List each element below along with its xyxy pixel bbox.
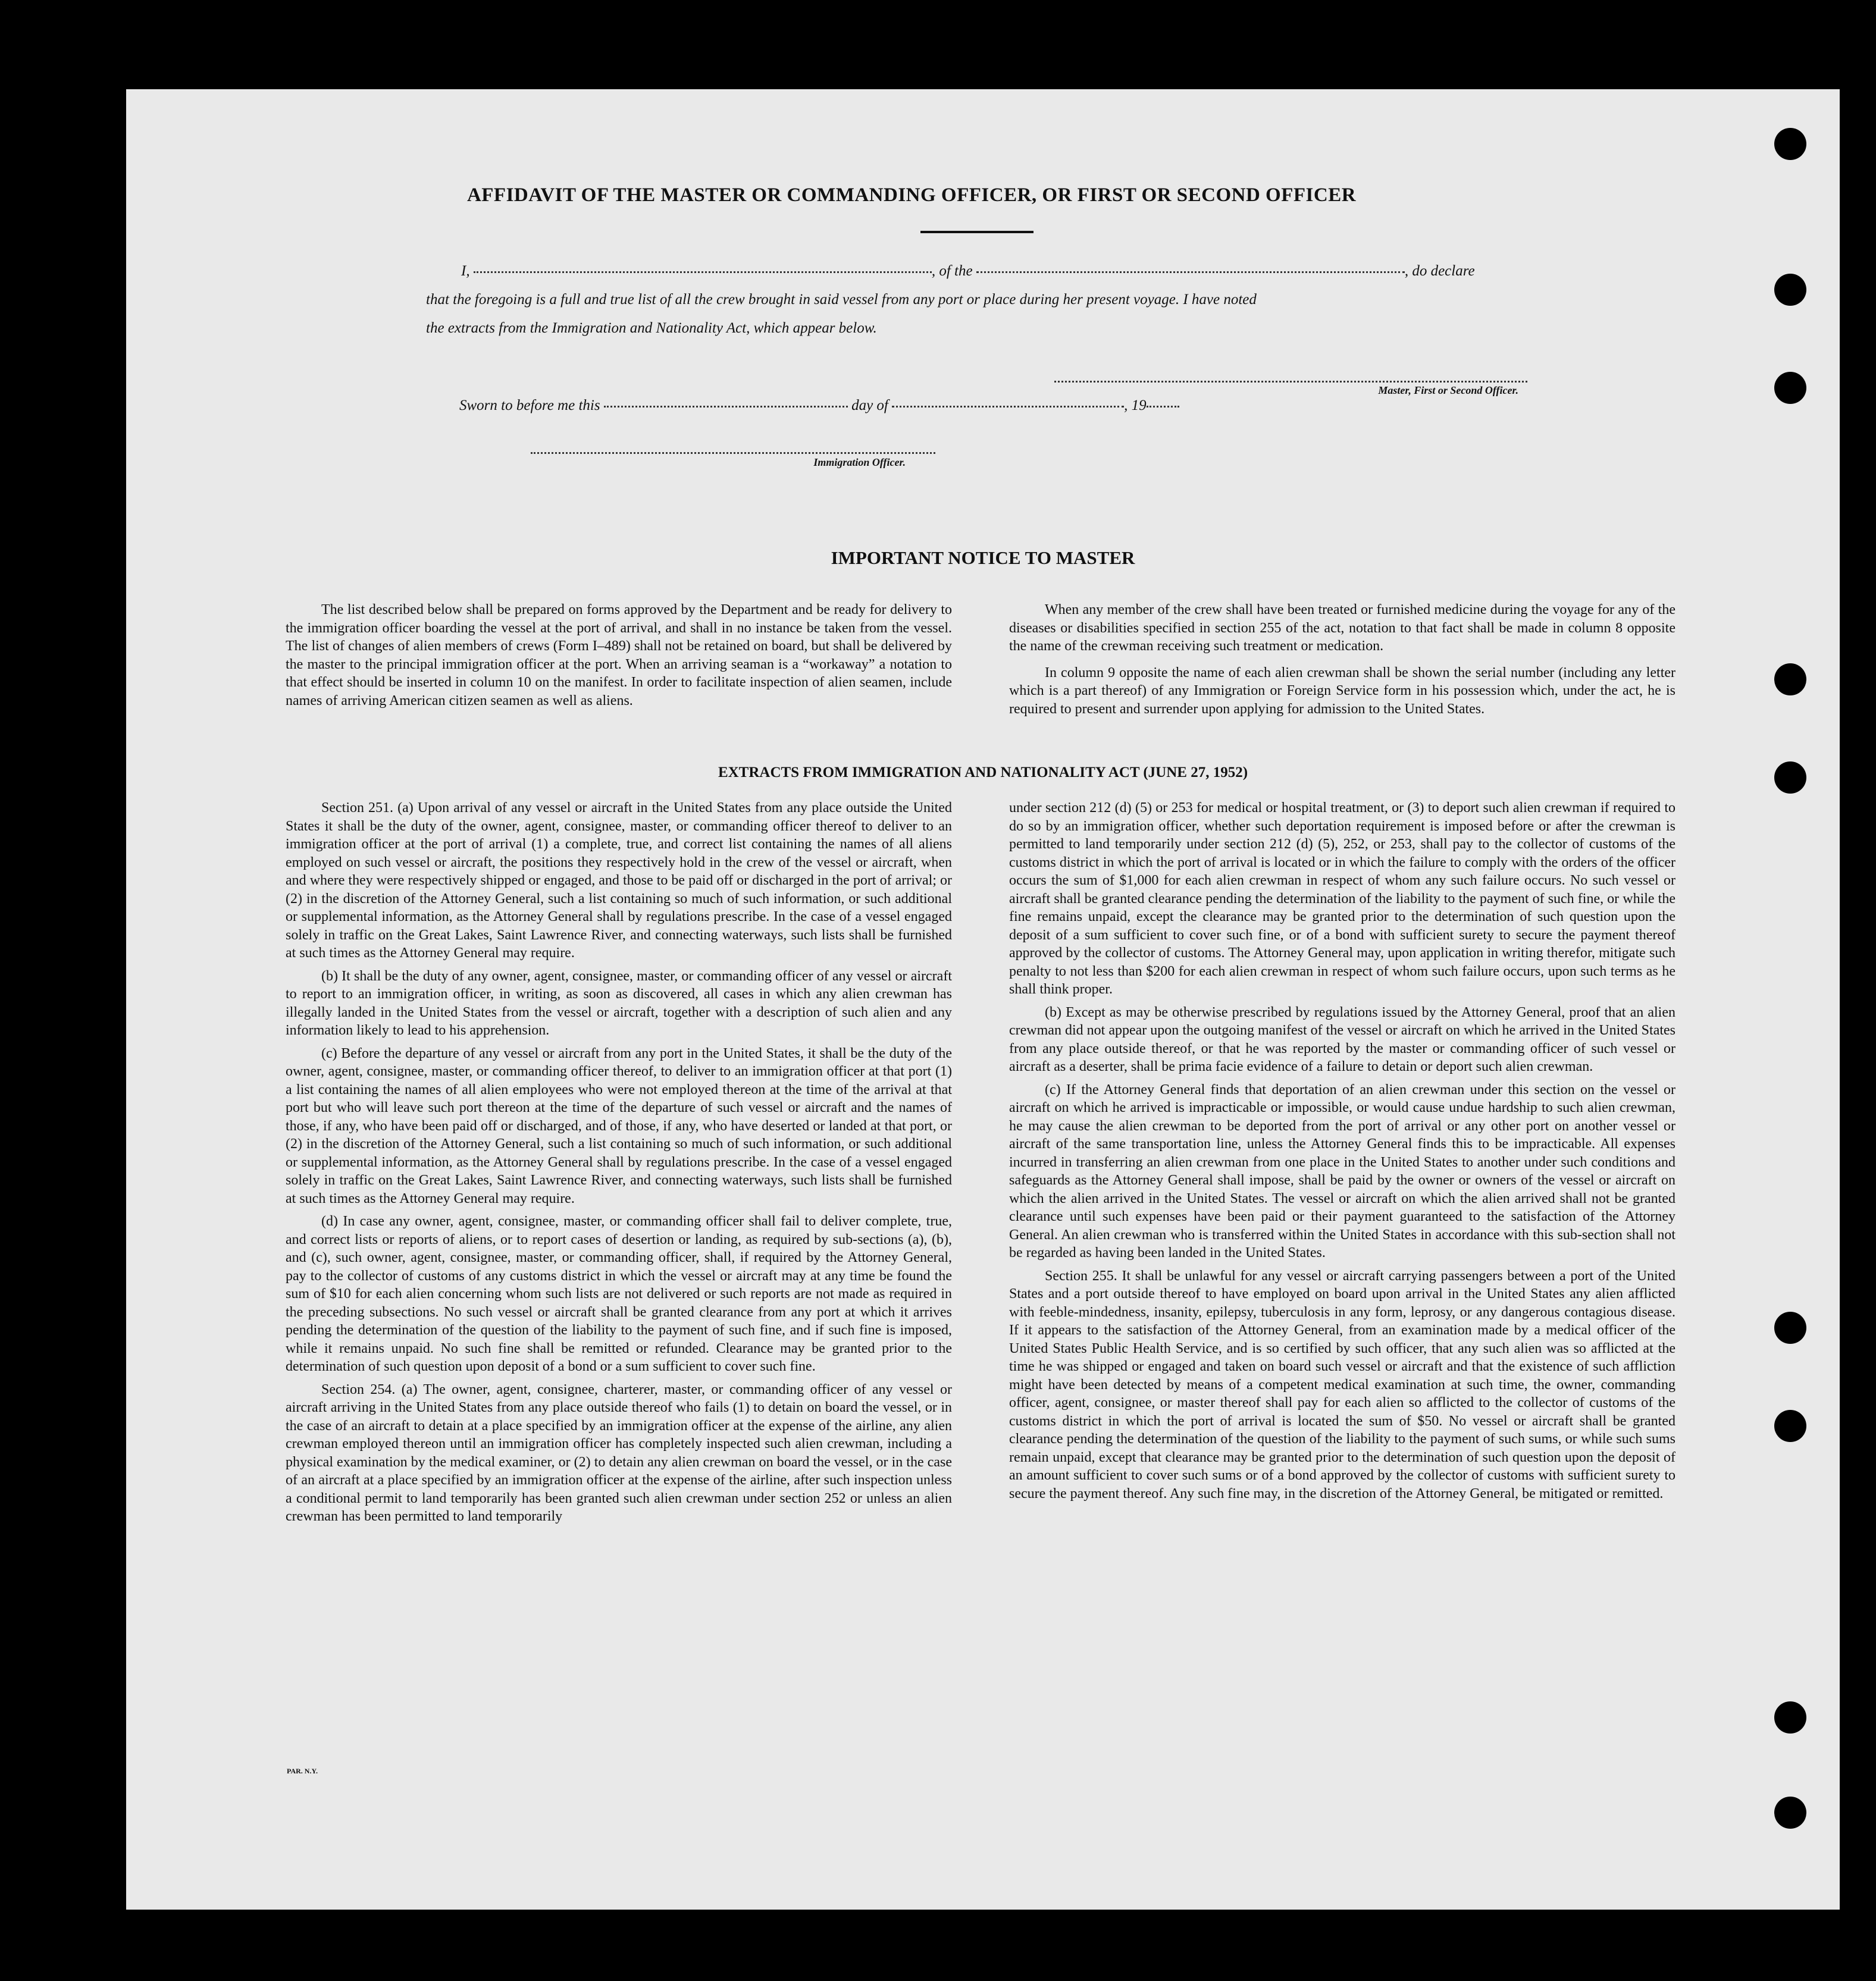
officer-caption: Immigration Officer. — [813, 456, 906, 468]
extracts-title: EXTRACTS FROM IMMIGRATION AND NATIONALITY ACT (JUNE 27, 1952) — [718, 764, 1248, 781]
sworn-label: Sworn to before me this — [459, 397, 600, 413]
master-signature-field[interactable] — [1054, 381, 1527, 383]
sworn-year-field[interactable] — [1147, 405, 1179, 408]
notice-right-paragraph: When any member of the crew shall have been treated or furnished medicine during the voyage for any of the diseases or disabilities specified in section 255 of the act, notation to that fact shall be made in column 8 opposite the name of the crewman receiving such treatment or medication. — [1009, 602, 1675, 654]
section-251-d: (d) In case any owner, agent, consignee, master, or commanding officer shall fail to deliver complete, true, and correct lists or reports of aliens, or to report cases of desertion or landing, as required by sub-sections (a), (b), and (c), such owner, agent, consignee, master, or commanding officer, shall, if required by the Attorney General, pay to the collector of customs of any customs district in which the vessel or aircraft may at any time be found the sum of $10 for each alien concerning whom such lists are not delivered or such reports are not made as required in the preceding subsections. No such vessel or aircraft shall be granted clearance from any port at which it arrives pending the determination of the question of the liability to the payment of such fine, and if such fine is imposed, while it remains unpaid. No such fine shall be remitted or refunded. Clearance may be granted prior to the determination of such question upon deposit of a bond or a sum sufficient to cover such fine. — [286, 1214, 952, 1374]
printer-mark: PAR. N.Y. — [287, 1767, 318, 1775]
sworn-day-field[interactable] — [604, 405, 848, 408]
declaration-text-1: that the foregoing is a full and true list of all the crew brought in said vessel from any port or place during her present voyage. I have noted — [426, 291, 1257, 308]
notice-left — [286, 601, 952, 710]
section-254-a: Section 254. (a) The owner, agent, consignee, charterer, master, or commanding officer of any vessel or aircraft arriving in the United States from any place outside thereof who fails (1) to detain on board the vessel, or in the case of an aircraft to detain at a place specified by an immigration officer at the expense of the airline, any alien crewman employed thereon until an immigration officer has completely inspected such alien crewman, including a physical examination by the medical examiner, or (2) to detain any alien crewman on board the vessel, or in the case of an aircraft at a place specified by an immigration officer at the expense of the airline, after such inspection unless a conditional permit to land temporarily has been granted such alien crewman under section 252 or unless an alien crewman has been permitted to land temporarily — [286, 1381, 952, 1524]
sworn-line — [459, 391, 1411, 420]
day-of-label: day of — [851, 397, 888, 413]
section-254-a-continued: under section 212 (d) (5) or 253 for medical or hospital treatment, or (3) to deport such alien crewman if required to do so by an immigration officer, whether such deportation requirement is imposed before or after the crewman is permitted to land temporarily under section 212 (d) (5), 252, or 253, shall pay to the collector of customs of the customs district in which the port of arrival is located or in which the failure to comply with the orders of the officer occurs the sum of $1,000 for each alien crewman in respect of whom any such failure occurs. No such vessel or aircraft shall be granted clearance pending the determination of the liability to the payment of such fine, or while the fine remains unpaid, except the clearance may be granted prior to the determination of such question upon the deposit of a sum sufficient to cover such fine, or of a bond with sufficient surety to secure the payment thereof approved by the collector of customs. The Attorney General may, upon application in writing therefor, mitigate such penalty to not less than $200 for each alien crewman in respect of whom such failure occurs, upon such terms as he shall think proper. — [1009, 800, 1675, 997]
declaration-text-2: the extracts from the Immigration and Nationality Act, which appear below. — [426, 320, 877, 336]
affidavit-title: AFFIDAVIT OF THE MASTER OR COMMANDING OFFICER, OR FIRST OR SECOND OFFICER — [466, 184, 1357, 206]
punch-hole-icon — [1774, 274, 1806, 306]
extracts-left-column — [286, 799, 952, 1526]
name-field[interactable] — [474, 271, 932, 273]
punch-hole-icon — [1774, 1701, 1806, 1734]
punch-hole-icon — [1774, 372, 1806, 404]
section-254-c: (c) If the Attorney General finds that deportation of an alien crewman under this section on the vessel or aircraft on which he arrived is impracticable or impossible, or would cause undue hardship to such alien crewman, he may cause the alien crewman to be deported from the port of arrival or any other port on another vessel or aircraft of the same transportation line, unless the Attorney General finds this to be impracticable. All expenses incurred in transferring an alien crewman from one place in the United States to another under such conditions and safeguards as the Attorney General shall impose, shall be paid by the owner or owners of the vessel or aircraft on which the alien arrived in the United States. The vessel or aircraft on which the alien arrived shall not be granted clearance until such expenses have been paid or their payment guaranteed to the satisfaction of the Attorney General. An alien crewman who is transferred within the United States in accordance with this sub-section shall not be regarded as having been landed in the United States. — [1009, 1082, 1675, 1261]
year-label: , 19 — [1124, 397, 1147, 413]
declaration-line-blanks — [461, 257, 1574, 286]
sworn-month-field[interactable] — [892, 405, 1124, 408]
immigration-officer-signature-field[interactable] — [531, 452, 935, 454]
punch-hole-icon — [1774, 1312, 1806, 1344]
punch-hole-icon — [1774, 663, 1806, 695]
i-label: I, — [461, 263, 470, 279]
section-251-b: (b) It shall be the duty of any owner, agent, consignee, master, or commanding officer of any vessel or aircraft to report to an immigration officer, in writing, as soon as discovered, all cases in which any alien crewman has illegally landed in the United States from the vessel or aircraft, together with a description of such alien and any information likely to lead to his apprehension. — [286, 968, 952, 1038]
of-the-label: , of the — [931, 263, 973, 279]
section-251-c: (c) Before the departure of any vessel or aircraft from any port in the United States, it shall be the duty of the owner, agent, consignee, master, or commanding officer thereof, to deliver to an immigration officer at that port (1) a list containing the names of all alien employees who were not employed thereon at the time of the arrival at that port but who will leave such port thereon at the time of the departure of such vessel or aircraft and the names of those, if any, who have been paid off or discharged, and of those, if any, who have deserted or landed at that port, or (2) in the discretion of the Attorney General, such a list containing so much of such information, or such additional or supplemental information, as the Attorney General shall by regulations prescribe. In the case of a vessel engaged solely in traffic on the Great Lakes, Saint Lawrence River, and connecting waterways, such lists shall be furnished at such times as the Attorney General may require. — [286, 1045, 952, 1206]
title-rule — [920, 231, 1033, 233]
declare-label: , do declare — [1404, 263, 1475, 279]
master-caption: Master, First or Second Officer. — [1378, 384, 1518, 396]
section-254-b: (b) Except as may be otherwise prescribed by regulations issued by the Attorney General, proof that an alien crewman did not appear upon the outgoing manifest of the vessel or aircraft on which he arrived in the United States from any place outside thereof, or that he was reported by the master or commanding officer of such vessel or aircraft as a deserter, shall be prima facie evidence of a failure to detain or deport such alien crewman. — [1009, 1004, 1675, 1074]
vessel-field[interactable] — [976, 271, 1405, 273]
extracts-right-column — [1009, 799, 1675, 1503]
section-251-a: Section 251. (a) Upon arrival of any vessel or aircraft in the United States from any place outside the United States it shall be the duty of the owner, agent, consignee, master, or commanding officer thereof to deliver to an immigration officer at the port of arrival (1) a complete, true, and correct list containing the names of all aliens employed on such vessel or aircraft, the positions they respectively hold in the crew of the vessel or aircraft, when and where they were respectively shipped or engaged, and those to be paid off or discharged in the port of arrival; or (2) in the discretion of the Attorney General, such a list containing so much of such information, or such additional or supplemental information, as the Attorney General shall by regulations prescribe. In the case of a vessel engaged solely in traffic on the Great Lakes, Saint Lawrence River, and connecting waterways, such lists shall be furnished at such times as the Attorney General may require. — [286, 800, 952, 961]
punch-hole-icon — [1774, 128, 1806, 160]
section-255: Section 255. It shall be unlawful for any vessel or aircraft carrying passengers between a port of the United States and a port outside thereof to have employed on board upon arrival in the United States any alien afflicted with feeble-mindedness, insanity, epilepsy, tuberculosis in any form, leprosy, or any dangerous contagious disease. If it appears to the satisfaction of the Attorney General, from an examination made by a medical officer of the United States Public Health Service, and is so certified by such officer, that any such alien was so afflicted at the time he was shipped or engaged and taken on board such vessel or aircraft and that the existence of such affliction might have been detected by means of a competent medical examination at such time, the owner, commanding officer, agent, consignee, or master thereof shall pay for each alien so afflicted to the collector of customs of the customs district in which the port of arrival is located the sum of $50. No vessel or aircraft shall be granted clearance pending the determination of the question of the liability to the payment of such sums, or while such sums remain unpaid, except that clearance may be granted prior to the determination of such question upon the deposit of an amount sufficient to cover such sums or of a bond approved by the collector of customs with sufficient surety to secure the payment thereof. Any such fine may, in the discretion of the Attorney General, be mitigated or remitted. — [1009, 1268, 1675, 1502]
punch-hole-icon — [1774, 1410, 1806, 1442]
form-page — [126, 89, 1840, 1910]
notice-title: IMPORTANT NOTICE TO MASTER — [831, 547, 1135, 568]
punch-hole-icon — [1774, 1797, 1806, 1829]
notice-right-paragraph: In column 9 opposite the name of each alien crewman shall be shown the serial number (including any letter which is a part thereof) of any Immigration or Foreign Service form in his possession which, under the act, he is required to present and surrender upon applying for admission to the United States. — [1009, 664, 1675, 717]
notice-left-paragraph: The list described below shall be prepared on forms approved by the Department and be ready for delivery to the immigration officer boarding the vessel at the port of arrival, and shall in no instance be taken from the vessel. The list of changes of alien members of crews (Form I–489) shall not be retained on board, but shall be delivered by the master to the principal immigration officer at the port. When an arriving seaman is a “workaway” a notation to that effect should be inserted in column 10 on the manifest. In order to facilitate inspection of alien seamen, include names of arriving American citizen seamen as well as aliens. — [286, 602, 952, 709]
notice-right — [1009, 601, 1675, 718]
